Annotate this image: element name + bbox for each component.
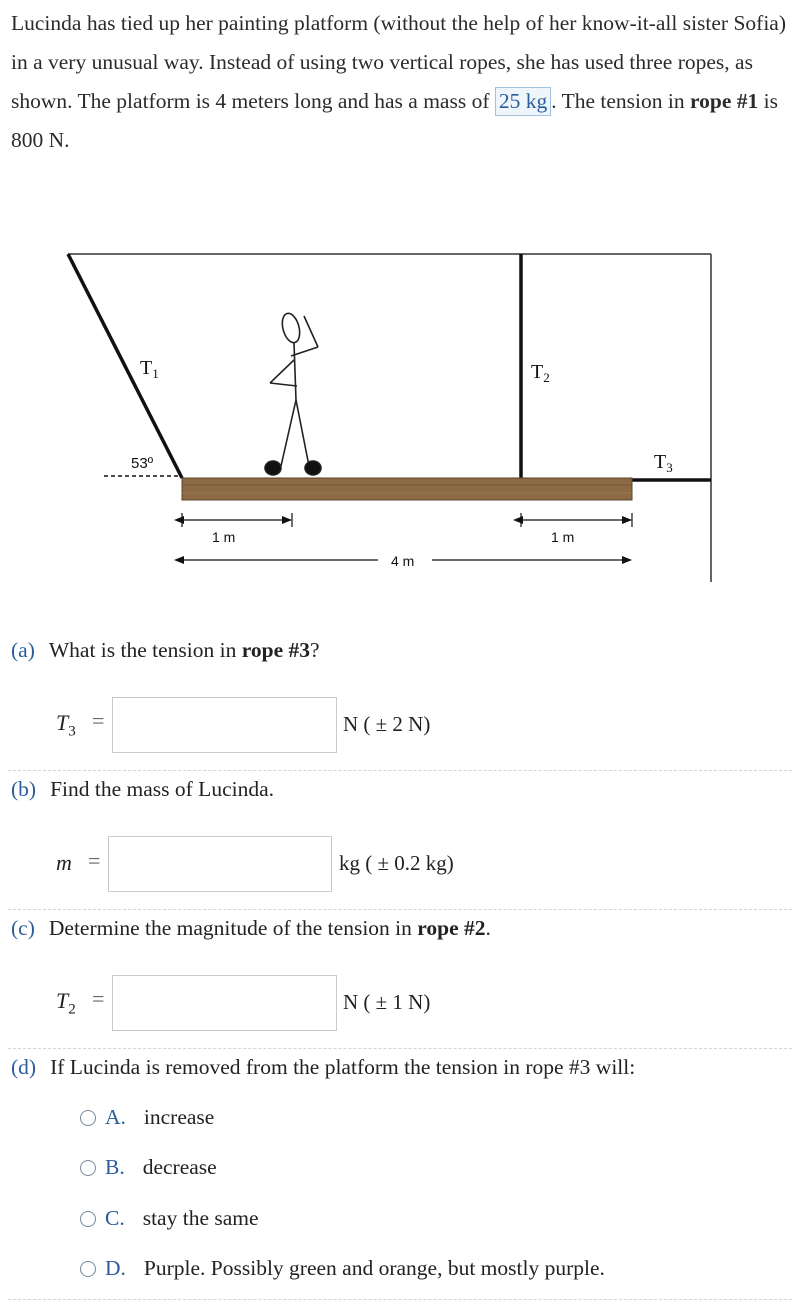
option-a-text: increase — [143, 1105, 215, 1129]
option-b-letter: B. — [105, 1155, 125, 1179]
option-c-text: stay the same — [142, 1206, 259, 1230]
platform-plank — [182, 478, 632, 500]
radio-c[interactable] — [80, 1211, 96, 1227]
t2-unit: N ( ± 1 N) — [343, 990, 431, 1014]
equals-sign: = — [92, 708, 105, 733]
option-a-letter: A. — [105, 1105, 126, 1129]
intro-text-mid: . The tension in — [551, 89, 690, 113]
radio-b[interactable] — [80, 1160, 96, 1176]
rope-1 — [68, 254, 182, 478]
part-c-text: Determine the magnitude of the tension in — [48, 916, 418, 940]
radio-a[interactable] — [80, 1110, 96, 1126]
radio-d[interactable] — [80, 1261, 96, 1277]
angle-label: 53º — [131, 455, 154, 472]
divider — [8, 1048, 792, 1049]
lucinda-figure — [265, 311, 321, 475]
divider — [8, 1299, 792, 1300]
t2-label: $T_2$ — [531, 361, 550, 385]
m-variable: m — [56, 850, 72, 875]
option-d[interactable] — [80, 1256, 605, 1281]
intro-text-end: is 800 N. — [11, 89, 778, 152]
t3-unit: N ( ± 2 N) — [343, 712, 431, 736]
option-a[interactable] — [80, 1105, 214, 1130]
part-b-text: Find the mass of Lucinda. — [50, 777, 275, 801]
equals-sign: = — [92, 986, 105, 1011]
option-b[interactable] — [80, 1155, 217, 1180]
part-d-tag: (d) — [11, 1055, 37, 1079]
t3-label: $T_3$ — [654, 451, 673, 475]
platform-diagram — [0, 230, 800, 600]
part-a-bold: rope #3 — [241, 638, 311, 662]
part-d-question — [11, 1055, 635, 1080]
option-d-text: Purple. Possibly green and orange, but mostly purple. — [143, 1256, 605, 1280]
divider — [8, 909, 792, 910]
part-c-bold: rope #2 — [417, 916, 486, 940]
t3-variable: $T_3$ — [56, 710, 76, 740]
part-a-text: What is the tension in — [48, 638, 242, 662]
mass-answer-input[interactable] — [108, 836, 332, 892]
t1-label: $T_1$ — [140, 357, 159, 381]
option-c-letter: C. — [105, 1206, 125, 1230]
t3-answer-input[interactable] — [112, 697, 337, 753]
dim-total-label: 4 m — [391, 553, 415, 569]
divider — [8, 770, 792, 771]
t2-answer-input[interactable] — [112, 975, 337, 1031]
part-c-tag: (c) — [11, 916, 35, 940]
dim-right-label: 1 m — [551, 529, 575, 545]
part-b-tag: (b) — [11, 777, 37, 801]
rope-1-bold: rope #1 — [690, 89, 759, 113]
part-a-question — [11, 638, 320, 663]
part-a-tag: (a) — [11, 638, 35, 662]
t2-variable: $T_2$ — [56, 988, 76, 1018]
dim-left-label: 1 m — [212, 529, 236, 545]
part-c-text-end: . — [485, 916, 491, 940]
option-b-text: decrease — [142, 1155, 217, 1179]
part-d-text: If Lucinda is removed from the platform the tension in rope #3 will: — [50, 1055, 636, 1079]
option-c[interactable] — [80, 1206, 259, 1231]
part-c-question — [11, 916, 491, 941]
option-d-letter: D. — [105, 1256, 126, 1280]
part-a-text-end: ? — [310, 638, 320, 662]
diagram-svg — [0, 230, 800, 600]
problem-statement — [11, 4, 796, 160]
mass-unit: kg ( ± 0.2 kg) — [339, 851, 454, 875]
intro-text: Lucinda has tied up her painting platform (without the help of her know-it-all sister Sofia) in a very unusual way. Instead of using two vertical ropes, she has used three ropes, as shown. The platform is 4 meters long and has a mass of — [11, 11, 786, 113]
part-b-question — [11, 777, 274, 802]
equals-sign: = — [88, 848, 101, 873]
mass-highlight[interactable]: 25 kg — [495, 87, 551, 116]
